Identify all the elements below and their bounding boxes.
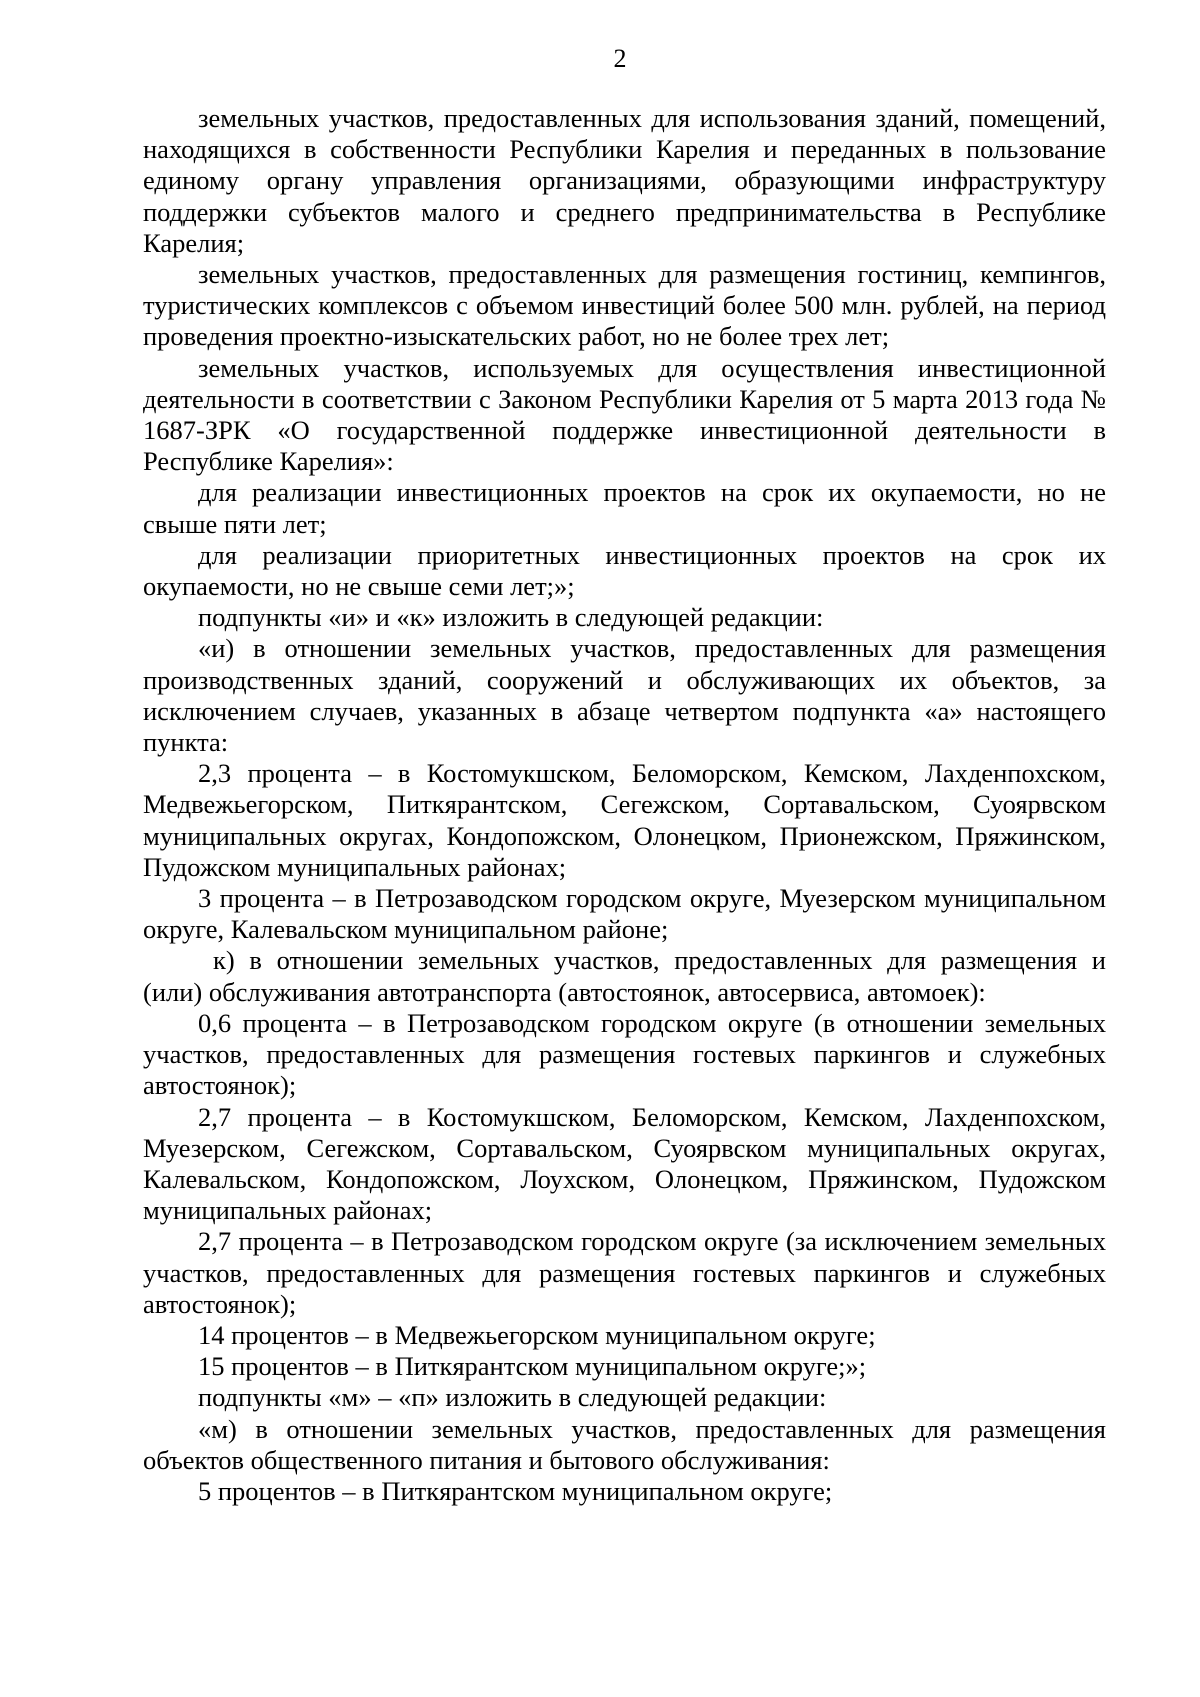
paragraph: для реализации инвестиционных проектов на срок их окупаемости, но не свыше пяти лет; (143, 477, 1106, 539)
paragraph: 0,6 процента – в Петрозаводском городском округе (в отношении земельных участков, предоставленных для размещения гостевых паркингов и служебных автостоянок); (143, 1007, 1106, 1101)
paragraph: 2,7 процента – в Петрозаводском городском округе (за исключением земельных участков, предоставленных для размещения гостевых паркингов и служебных автостоянок); (143, 1226, 1106, 1319)
paragraph: «м) в отношении земельных участков, предоставленных для размещения объектов общественного питания и бытового обслуживания: (143, 1413, 1106, 1475)
page-number: 2 (613, 44, 627, 73)
paragraph: 2,7 процента – в Костомукшском, Беломорском, Кемском, Лахденпохском, Муезерском, Сегежском, Сортавальском, Суоярвском муниципальных округах, Калевальском, Кондопожском, Лоухском, Олонецком, Пряжинском, Пудожском муниципальных районах; (143, 1101, 1106, 1226)
paragraph: подпункты «и» и «к» изложить в следующей редакции: (198, 602, 824, 633)
paragraph: 5 процентов – в Питкярантском муниципальном округе; (198, 1475, 833, 1506)
paragraph: земельных участков, предоставленных для использования зданий, помещений, находящихся в собственности Республики Карелия и переданных в пользование единому органу управления организациями, образующими инфраструктуру поддержки субъектов малого и среднего предпринимательства в Республике Карелия; (143, 103, 1106, 258)
paragraph: земельных участков, используемых для осуществления инвестиционной деятельности в соответствии с Законом Республики Карелия от 5 марта 2013 года № 1687-ЗРК «О государственной поддержке инвестиционной деятельности в Республике Карелия»: (143, 352, 1106, 477)
paragraph: подпункты «м» – «п» изложить в следующей редакции: (198, 1382, 827, 1413)
paragraph: земельных участков, предоставленных для размещения гостиниц, кемпингов, туристических комплексов с объемом инвестиций более 500 млн. рублей, на период проведения проектно-изыскательских работ, но не более трех лет; (143, 259, 1106, 352)
paragraph: 14 процентов – в Медвежьегорском муниципальном округе; (198, 1319, 876, 1350)
document-body (143, 103, 1106, 1507)
paragraph: 3 процента – в Петрозаводском городском округе, Муезерском муниципальном округе, Калевальском муниципальном районе; (143, 883, 1106, 945)
paragraph: 2,3 процента – в Костомукшском, Беломорском, Кемском, Лахденпохском, Медвежьегорском, Питкярантском, Сегежском, Сортавальском, Суоярвском муниципальных округах, Кондопожском, Олонецком, Прионежском, Пряжинском, Пудожском муниципальных районах; (143, 758, 1106, 882)
paragraph: «и) в отношении земельных участков, предоставленных для размещения производственных зданий, сооружений и обслуживающих их объектов, за исключением случаев, указанных в абзаце четвертом подпункта «а» настоящего пункта: (143, 633, 1106, 758)
paragraph: для реализации приоритетных инвестиционных проектов на срок их окупаемости, но не свыше семи лет;»; (143, 539, 1106, 602)
paragraph: 15 процентов – в Питкярантском муниципальном округе;»; (198, 1351, 867, 1382)
paragraph: к) в отношении земельных участков, предоставленных для размещения и (или) обслуживания автотранспорта (автостоянок, автосервиса, автомоек): (143, 945, 1106, 1007)
